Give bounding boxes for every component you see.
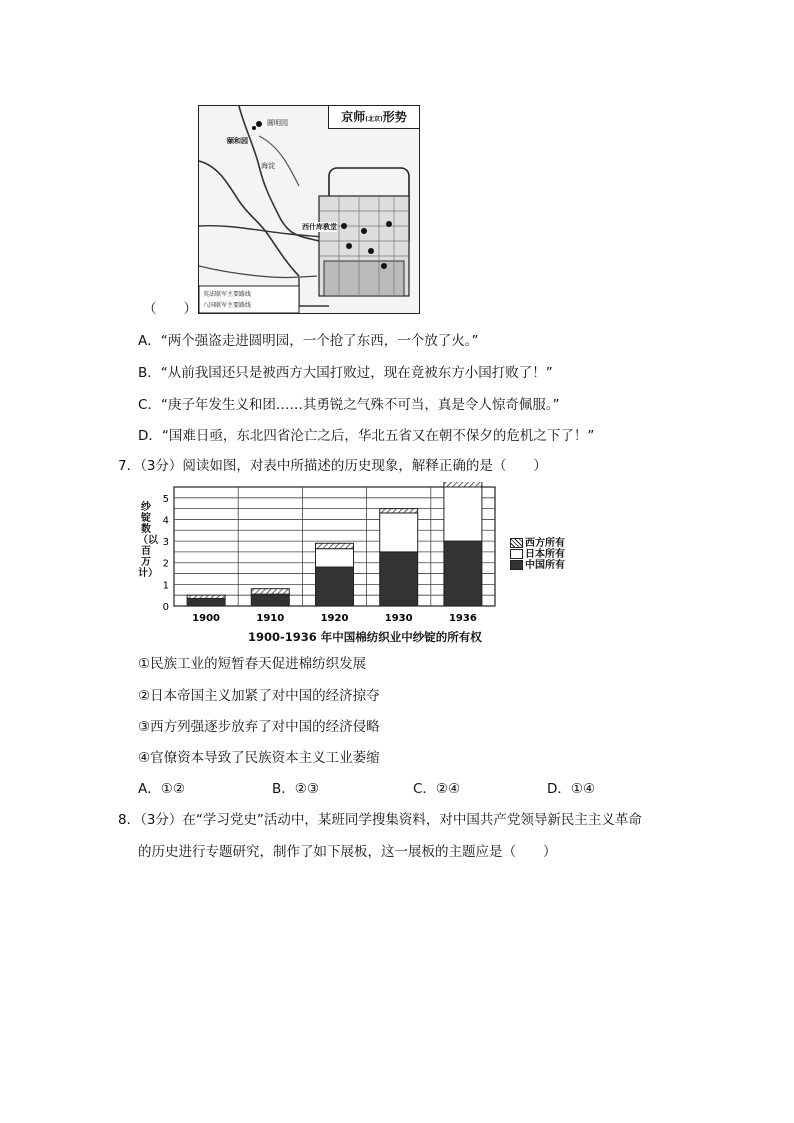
bar-1936-series-1 xyxy=(444,487,482,541)
bar-1930-series-2 xyxy=(380,509,418,513)
y-tick-label: 1 xyxy=(162,580,169,592)
bar-1936-series-0 xyxy=(444,541,482,606)
q7-choice-d: D．①④ xyxy=(547,781,596,797)
q7-choice-a: A．①② xyxy=(138,781,185,797)
q7-statement-4: ④官僚资本导致了民族资本主义工业萎缩 xyxy=(138,750,380,766)
legend-chinese: 中国所有 xyxy=(510,556,565,571)
q7-choice-b: B．②③ xyxy=(272,781,319,797)
bar-1920-series-2 xyxy=(316,543,354,548)
x-tick-label: 1900 xyxy=(192,613,221,624)
y-tick-label: 4 xyxy=(162,515,169,527)
q6-answer-paren: （ ） xyxy=(143,301,197,317)
x-tick-label: 1920 xyxy=(320,613,349,624)
map-label-yuanmingyuan: 圆明园 xyxy=(267,119,288,127)
bar-1900-series-2 xyxy=(187,595,225,598)
q6-option-c: C．“庚子年发生义和团……其勇锐之气殊不可当，真是令人惊奇佩服。” xyxy=(138,397,560,413)
y-tick-label: 2 xyxy=(162,558,169,570)
bar-1920-series-1 xyxy=(316,549,354,567)
bar-1910-series-0 xyxy=(251,595,289,606)
x-tick-label: 1910 xyxy=(256,613,285,624)
map-legend-2: 八国联军主要路线 xyxy=(203,302,252,309)
bar-1930-series-0 xyxy=(380,552,418,606)
spindle-chart xyxy=(140,482,580,647)
map-legend-1: 英法联军主要路线 xyxy=(203,291,252,298)
y-tick-label: 0 xyxy=(162,602,169,613)
map-label-xishiku: 西什库教堂 xyxy=(302,223,337,231)
bar-1936-series-2 xyxy=(444,482,482,487)
map-label-haidian: 海淀 xyxy=(261,162,275,170)
bar-1910-series-2 xyxy=(251,589,289,594)
x-tick-label: 1936 xyxy=(448,613,477,624)
legend-western: 西方所有 xyxy=(510,534,565,549)
q7-statement-1: ①民族工业的短暂春天促进棉纺织发展 xyxy=(138,656,367,672)
q8-stem-line2: 的历史进行专题研究，制作了如下展板，这一展板的主题应是（ ） xyxy=(138,844,557,860)
q6-option-d: D．“国难日亟，东北四省沦亡之后，华北五省又在朝不保夕的危机之下了！” xyxy=(138,428,595,444)
legend-japanese: 日本所有 xyxy=(510,545,565,560)
q6-option-b: B．“从前我国还只是被西方大国打败过，现在竟被东方小国打败了！” xyxy=(138,365,553,381)
chart-title: 1900-1936 年中国棉纺织业中纱锭的所有权 xyxy=(248,630,482,644)
chart-ylabel: 纱锭数（以百万计） xyxy=(138,502,158,579)
x-tick-label: 1930 xyxy=(384,613,413,624)
chart-legend xyxy=(510,534,580,574)
bar-1930-series-1 xyxy=(380,513,418,552)
q8-stem-line1: 8．（3分）在“学习党史”活动中，某班同学搜集资料，对中国共产党领导新民主主义革命 xyxy=(118,812,642,828)
map-label-yiheyuan: 颐和园 xyxy=(227,137,248,145)
q6-option-a: A．“两个强盗走进圆明园，一个抢了东西，一个放了火。” xyxy=(138,333,479,349)
beijing-map xyxy=(198,105,420,314)
y-tick-label: 5 xyxy=(162,493,169,505)
bar-1900-series-0 xyxy=(187,598,225,606)
q7-statement-2: ②日本帝国主义加紧了对中国的经济掠夺 xyxy=(138,688,380,704)
bar-1920-series-0 xyxy=(316,567,354,606)
map-title: 京师(北京)形势 xyxy=(328,106,419,129)
q7-stem: 7．（3分）阅读如图，对表中所描述的历史现象，解释正确的是（ ） xyxy=(118,458,547,474)
q7-statement-3: ③西方列强逐步放弃了对中国的经济侵略 xyxy=(138,719,380,735)
q7-choice-c: C．②④ xyxy=(413,781,461,797)
y-tick-label: 3 xyxy=(162,537,169,549)
